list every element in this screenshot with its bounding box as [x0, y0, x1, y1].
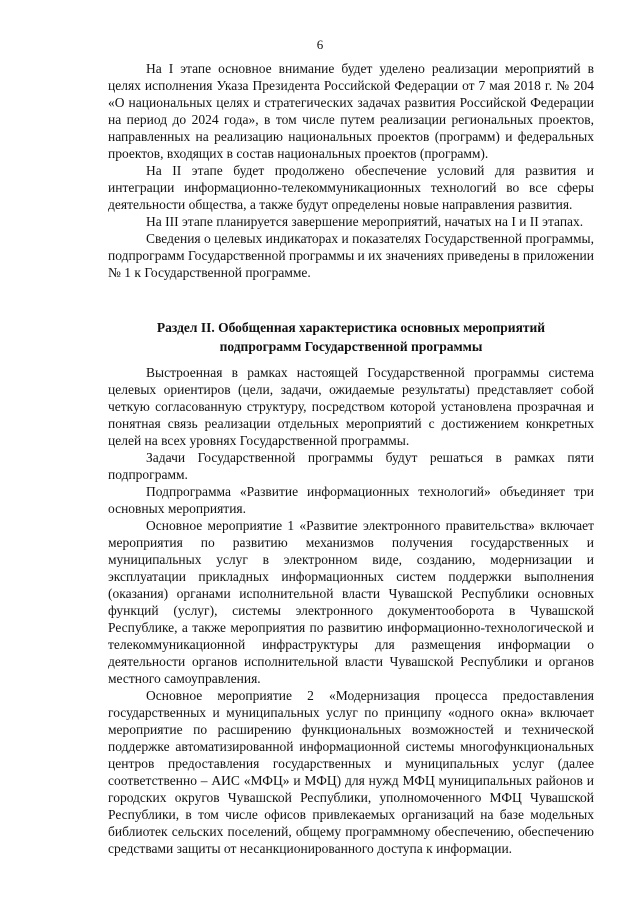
- paragraph: Сведения о целевых индикаторах и показателях Государственной программы, подпрограмм Государственной программы и их значениях приведены в приложении № 1 к Государственной программе.: [108, 231, 594, 280]
- section-heading-line-2: подпрограмм Государственной программы: [219, 339, 483, 354]
- page-number: 6: [316, 37, 324, 52]
- paragraph: На III этапе планируется завершение мероприятий, начатых на I и II этапах.: [146, 214, 584, 229]
- paragraph: Основное мероприятие 1 «Развитие электронного правительства» включает мероприятия по развитию механизмов получения государственных и муниципальных услуг в электронном виде, созданию, модернизации и эксплуатации прикладных информационных систем поддержки выполнения (оказания) органами исполнительной власти Чувашской Республики основных функций (услуг), системы электронного документооборота в Чувашской Республике, а также мероприятия по развитию информационно-технологической и телекоммуникационной инфраструктуры для размещения информации о деятельности органов исполнительной власти Чувашской Республики и органов местного самоуправления.: [108, 518, 594, 686]
- section-heading-line-1: Раздел II. Обобщенная характеристика основных мероприятий: [156, 320, 546, 335]
- paragraph: Выстроенная в рамках настоящей Государственной программы система целевых ориентиров (цели, задачи, ожидаемые результаты) представляет собой четкую согласованную структуру, посредством которой установлена прозрачная и понятная связь реализации отдельных мероприятий с достижением конкретных целей на всех уровнях Государственной программы.: [108, 365, 594, 448]
- intro-text-block: [108, 60, 594, 281]
- paragraph: Подпрограмма «Развитие информационных технологий» объединяет три основных мероприятия.: [108, 484, 594, 516]
- paragraph: На II этапе будет продолжено обеспечение условий для развития и интеграции информационно-телекоммуникационных технологий во все сферы деятельности общества, а также будут определены новые направления развития.: [108, 163, 594, 212]
- main-text-block: [108, 364, 594, 857]
- paragraph: На I этапе основное внимание будет уделено реализации мероприятий в целях исполнения Указа Президента Российской Федерации от 7 мая 2018 г. № 204 «О национальных целях и стратегических задачах развития Российской Федерации на период до 2024 года», в том числе путем реализации региональных проектов, направленных на реализацию национальных проектов (программ) и федеральных проектов, входящих в состав национальных проектов (программ).: [108, 61, 594, 161]
- paragraph: Задачи Государственной программы будут решаться в рамках пяти подпрограмм.: [108, 450, 594, 482]
- paragraph: Основное мероприятие 2 «Модернизация процесса предоставления государственных и муниципальных услуг по принципу «одного окна» включает мероприятие по расширению функциональных возможностей и технической поддержке автоматизированной информационной системы многофункциональных центров предоставления государственных и муниципальных услуг (далее соответственно – АИС «МФЦ» и МФЦ) для нужд МФЦ муниципальных районов и городских округов Чувашской Республики, уполномоченного МФЦ Чувашской Республики, в том числе офисов привлекаемых организаций на базе модельных библиотек сельских поселений, общему программному обеспечению, обеспечению средствами защиты от несанкционированного доступа к информации.: [108, 688, 594, 856]
- section-heading: [108, 318, 594, 356]
